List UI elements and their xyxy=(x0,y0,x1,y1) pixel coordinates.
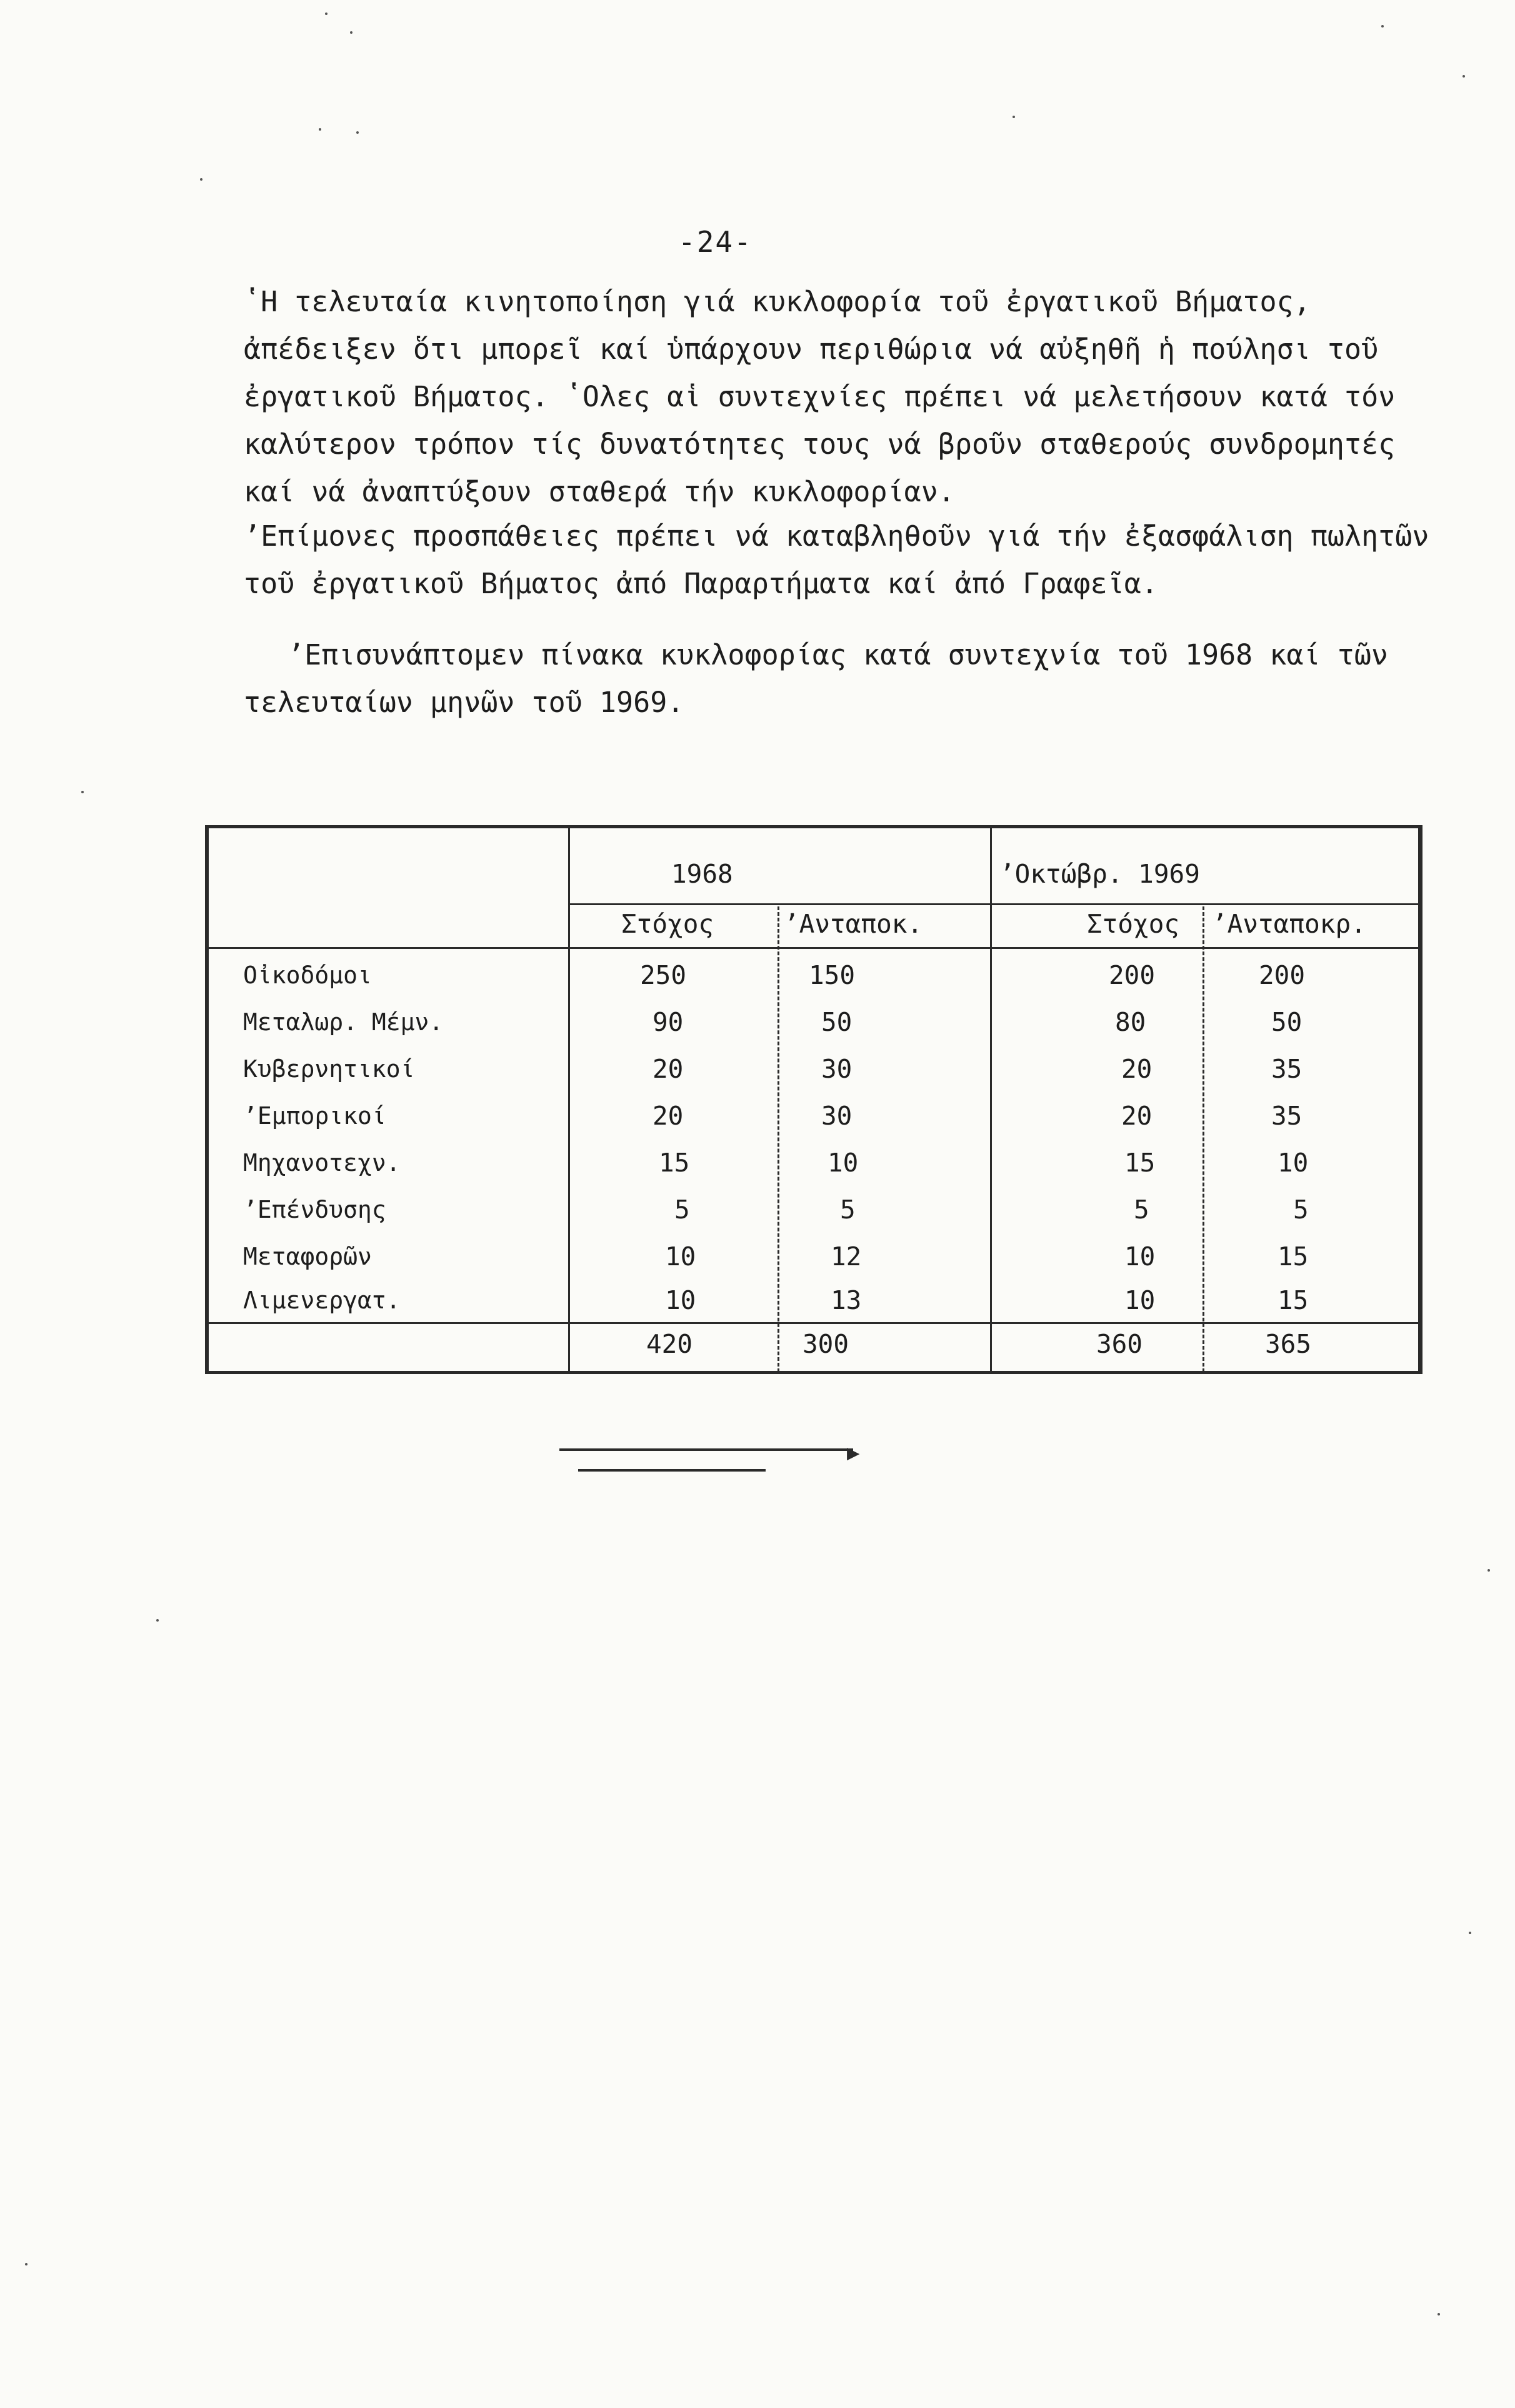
scan-speck xyxy=(1438,2313,1440,2315)
row-label: Κυβερνητικοί xyxy=(243,1055,415,1083)
text-line: ἀπέδειξεν ὅτι μπορεῖ καί ὑπάρχουν περιθώρια νά αὐξηθῆ ἡ πούλησι τοῦ xyxy=(244,333,1379,366)
table-cell: 35 xyxy=(1271,1101,1302,1131)
table-cell: 13 xyxy=(831,1285,862,1315)
table-cell: 5 xyxy=(674,1195,690,1225)
table-cell: 80 xyxy=(1115,1007,1146,1037)
table-cell: 10 xyxy=(1278,1148,1309,1178)
scan-speck xyxy=(1469,1932,1471,1934)
table-cell: 30 xyxy=(821,1101,852,1131)
scan-speck xyxy=(25,2263,28,2265)
total-cell: 300 xyxy=(802,1329,849,1359)
table-cell: 20 xyxy=(652,1054,684,1084)
table-cell: 12 xyxy=(831,1242,862,1272)
table-cell: 5 xyxy=(840,1195,856,1225)
paragraph-circulation-campaign xyxy=(244,278,1450,516)
scan-speck xyxy=(356,131,359,134)
table-cell: 200 xyxy=(1259,960,1306,990)
label-column-rule xyxy=(568,828,570,1372)
table-cell: 250 xyxy=(640,960,687,990)
closing-rule-short xyxy=(578,1469,766,1472)
scan-speck xyxy=(1462,75,1465,78)
header-rule-top xyxy=(568,903,1421,905)
table-cell: 20 xyxy=(652,1101,684,1131)
row-label: Λιμενεργατ. xyxy=(243,1287,401,1314)
table-cell: 10 xyxy=(1124,1285,1156,1315)
row-label: Μεταλωρ. Μέμν. xyxy=(243,1008,444,1036)
scan-speck xyxy=(200,178,202,181)
paragraph-table-intro xyxy=(244,631,1450,726)
sub-column-rule-1968 xyxy=(778,906,779,1372)
table-cell: 50 xyxy=(1271,1007,1302,1037)
row-label: ʼΕμπορικοί xyxy=(243,1102,386,1130)
table-cell: 50 xyxy=(821,1007,852,1037)
table-cell: 10 xyxy=(1124,1242,1156,1272)
scan-speck xyxy=(1012,116,1015,118)
table-cell: 90 xyxy=(652,1007,684,1037)
table-cell: 15 xyxy=(1278,1242,1309,1272)
scan-speck xyxy=(325,13,328,15)
group-header-1969: ʼΟκτώβρ. 1969 xyxy=(999,859,1200,889)
header-rule-bottom xyxy=(209,947,1421,949)
row-label: Οἰκοδόμοι xyxy=(243,961,372,989)
table-cell: 10 xyxy=(665,1285,696,1315)
table-cell: 150 xyxy=(809,960,856,990)
table-cell: 15 xyxy=(659,1148,690,1178)
table-cell: 20 xyxy=(1121,1101,1152,1131)
text-line: τελευταίων μηνῶν τοῦ 1969. xyxy=(244,686,684,719)
table-cell: 10 xyxy=(828,1148,859,1178)
sub-column-rule-1969 xyxy=(1202,906,1204,1372)
text-line: καί νά ἀναπτύξουν σταθερά τήν κυκλοφορίαν. xyxy=(244,475,955,508)
table-cell: 30 xyxy=(821,1054,852,1084)
scan-speck xyxy=(81,791,84,793)
sub-header-response-1969: ʼΑνταποκρ. xyxy=(1212,909,1366,939)
row-label: Μηχανοτεχν. xyxy=(243,1149,401,1176)
table-cell: 5 xyxy=(1134,1195,1149,1225)
scan-speck xyxy=(319,128,321,131)
closing-rule-long xyxy=(559,1448,853,1451)
total-cell: 365 xyxy=(1265,1329,1312,1359)
text-line: ʼΕπίμονες προσπάθειες πρέπει νά καταβληθοῦν γιά τήν ἐξασφάλιση πωλητῶν xyxy=(244,519,1429,553)
paragraph-sellers xyxy=(244,513,1450,608)
row-label: Μεταφορῶν xyxy=(243,1243,372,1270)
page-number: -24- xyxy=(678,225,752,259)
table-cell: 10 xyxy=(665,1242,696,1272)
scan-speck xyxy=(156,1619,159,1622)
text-line: ʼΕπισυνάπτομεν πίνακα κυκλοφορίας κατά συντεχνία τοῦ 1968 καί τῶν xyxy=(288,638,1388,671)
closing-rule-arrowhead: ▶ xyxy=(847,1440,860,1465)
table-cell: 15 xyxy=(1278,1285,1309,1315)
table-cell: 15 xyxy=(1124,1148,1156,1178)
table-cell: 20 xyxy=(1121,1054,1152,1084)
scan-speck xyxy=(350,31,352,34)
total-cell: 420 xyxy=(646,1329,693,1359)
total-cell: 360 xyxy=(1096,1329,1143,1359)
text-line: ἐργατικοῦ Βήματος. ʽΟλες αἱ συντεχνίες πρέπει νά μελετήσουν κατά τόν xyxy=(244,380,1396,413)
sub-header-target-1968: Στόχος xyxy=(621,909,714,939)
scan-speck xyxy=(1381,25,1384,28)
year-divider-rule xyxy=(990,828,992,1372)
sub-header-response-1968: ʼΑνταποκ. xyxy=(784,909,923,939)
text-line: τοῦ ἐργατικοῦ Βήματος ἀπό Παραρτήματα καί ἀπό Γραφεῖα. xyxy=(244,567,1158,600)
row-label: ʼΕπένδυσης xyxy=(243,1196,386,1223)
table-cell: 35 xyxy=(1271,1054,1302,1084)
circulation-table xyxy=(205,825,1422,1374)
group-header-1968: 1968 xyxy=(671,859,733,889)
table-cell: 200 xyxy=(1109,960,1156,990)
text-line: ʽΗ τελευταία κινητοποίηση γιά κυκλοφορία τοῦ ἐργατικοῦ Βήματος, xyxy=(244,285,1311,318)
table-cell: 5 xyxy=(1293,1195,1309,1225)
text-line: καλύτερον τρόπον τίς δυνατότητες τους νά βροῦν σταθερούς συνδρομητές xyxy=(244,428,1396,461)
sub-header-target-1969: Στόχος xyxy=(1087,909,1180,939)
scan-speck xyxy=(1488,1569,1490,1572)
totals-rule xyxy=(209,1322,1421,1324)
